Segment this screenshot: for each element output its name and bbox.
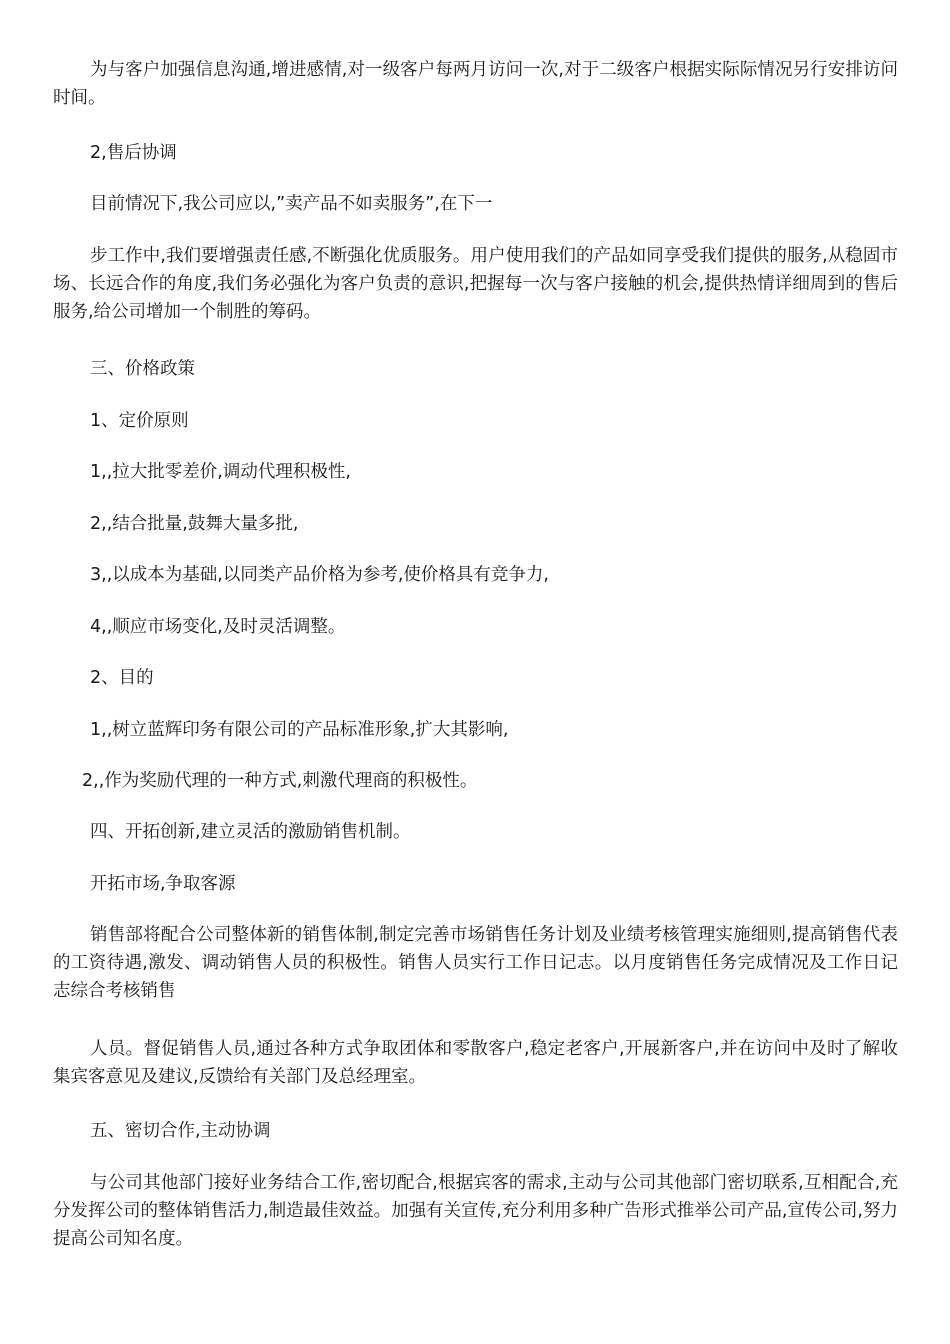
list-item-principle-1: 1,,拉大批零差价,调动代理积极性, bbox=[90, 462, 351, 482]
list-item-principle-3: 3,,以成本为基础,以同类产品价格为参考,使价格具有竞争力, bbox=[90, 565, 549, 585]
paragraph-sell-service: 目前情况下,我公司应以,”卖产品不如卖服务”,在下一 bbox=[90, 194, 493, 214]
paragraph-cooperation-detail: 与公司其他部门接好业务结合工作,密切配合,根据宾客的需求,主动与公司其他部门密切联系,互相配合,充分发挥公司的整体销售活力,制造最佳效益。加强有关宣传,充分利用多种广告形式推举公司产品,宣传公司,努力提高公司知名度。 bbox=[53, 1173, 898, 1249]
paragraph-sales-staff: 人员。督促销售人员,通过各种方式争取团体和零散客户,稳定老客户,开展新客户,并在访问中及时了解收集宾客意见及建议,反馈给有关部门及总经理室。 bbox=[53, 1039, 898, 1087]
subheading-open-market: 开拓市场,争取客源 bbox=[90, 874, 236, 894]
list-item-principle-2: 2,,结合批量,鼓舞大量多批, bbox=[90, 514, 299, 534]
heading-after-sales: 2,售后协调 bbox=[90, 143, 177, 163]
list-item-purpose-1: 1,,树立蓝辉印务有限公司的产品标准形象,扩大其影响, bbox=[90, 720, 509, 740]
heading-pricing-principles: 1、定价原则 bbox=[90, 411, 189, 431]
paragraph-sales-department: 销售部将配合公司整体新的销售体制,制定完善市场销售任务计划及业绩考核管理实施细则,提高销售代表的工资待遇,激发、调动销售人员的积极性。销售人员实行工作日记志。以月度销售任务完成情况及工作日记志综合考核销售 bbox=[53, 925, 898, 1001]
heading-price-policy: 三、价格政策 bbox=[90, 359, 195, 379]
list-item-purpose-2: 2,,作为奖励代理的一种方式,刺激代理商的积极性。 bbox=[82, 771, 478, 791]
heading-innovation: 四、开拓创新,建立灵活的激励销售机制。 bbox=[90, 822, 411, 842]
heading-cooperation: 五、密切合作,主动协调 bbox=[90, 1121, 271, 1141]
heading-purpose: 2、目的 bbox=[90, 668, 154, 688]
list-item-principle-4: 4,,顺应市场变化,及时灵活调整。 bbox=[90, 617, 346, 637]
paragraph-client-visits: 为与客户加强信息沟通,增进感情,对一级客户每两月访问一次,对于二级客户根据实际际情况另行安排访问时间。 bbox=[53, 60, 898, 108]
paragraph-next-step-work: 步工作中,我们要增强责任感,不断强化优质服务。用户使用我们的产品如同享受我们提供的服务,从稳固市场、长远合作的角度,我们务必强化为客户负责的意识,把握每一次与客户接触的机会,提供热情详细周到的售后服务,给公司增加一个制胜的筹码。 bbox=[53, 246, 898, 322]
